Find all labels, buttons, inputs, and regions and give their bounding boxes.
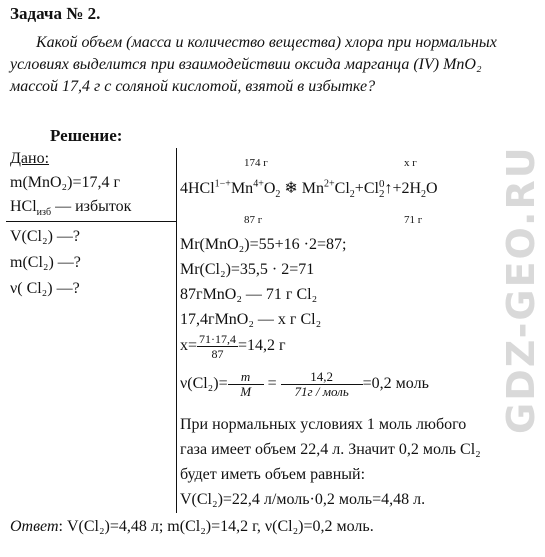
calc-nu-prefix: ν(Cl₂)= xyxy=(180,375,228,393)
answer-text: : V(Cl₂)=4,48 л; m(Cl₂)=14,2 г, ν(Cl₂)=0,2 моль. xyxy=(58,518,374,535)
task-title: Задача № 2. xyxy=(10,4,101,23)
given-hcl-sub: изб xyxy=(36,207,52,219)
eq-o-end: O xyxy=(426,180,438,197)
eq-charge2: 4+ xyxy=(253,178,264,190)
eq-above-left: 174 г xyxy=(244,157,268,169)
given-divider xyxy=(6,221,177,222)
calc-nu-num2: 14,2 xyxy=(281,370,363,385)
calc-x-prefix: x= xyxy=(180,337,198,355)
vertical-divider xyxy=(176,148,177,513)
find-mass: m(Cl₂) —? xyxy=(10,254,81,271)
reaction-equation xyxy=(180,178,438,200)
calc-nu-num1: m xyxy=(228,370,264,385)
calc-nu-frac2 xyxy=(281,370,363,399)
calc-x xyxy=(180,332,286,361)
given-hcl xyxy=(10,198,131,218)
problem-statement: Какой объем (масса и количество вещества) хлора при нормальных условиях выделится при взаимодействии оксида марганца (IV) MnO₂ массой 17,4 г с соляной кислотой, взятой в избытке? xyxy=(10,34,497,95)
given-hcl-rest: — избыток xyxy=(51,198,132,215)
solution-heading: Решение: xyxy=(50,126,123,145)
eq-mn: Mn xyxy=(230,180,254,197)
answer-line xyxy=(10,518,374,536)
eq-mn2: Mn xyxy=(301,180,325,197)
calc-x-num: 71·17,4 xyxy=(199,332,237,346)
given-mass: m(MnO₂)=17,4 г xyxy=(10,174,121,191)
eq-below-right: 71 г xyxy=(404,214,423,226)
calc-x-fraction xyxy=(197,332,238,361)
calc-proportion-2: 17,4гMnO₂ — x г Cl₂ xyxy=(180,311,322,328)
text-line-1: При нормальных условиях 1 моль любого xyxy=(180,416,467,433)
eq-o-sub: 2 xyxy=(275,189,281,201)
calc-nu-eq: = xyxy=(263,375,281,393)
watermark: GDZ-GEO.RU xyxy=(499,145,543,435)
eq-cl2: Cl xyxy=(334,180,350,197)
eq-plus: + xyxy=(354,180,364,197)
eq-below-left: 87 г xyxy=(244,214,263,226)
calc-nu-den2: 71г / моль xyxy=(294,384,349,399)
eq-cl2-sub: 2 xyxy=(349,189,355,201)
calc-nu-frac1 xyxy=(228,370,264,399)
calc-x-den: 87 xyxy=(211,347,224,361)
calc-mr-cl2: Mr(Cl₂)=35,5 · 2=71 xyxy=(180,261,315,278)
eq-charge3: 2+ xyxy=(324,178,335,190)
find-volume: V(Cl₂) —? xyxy=(10,228,81,245)
eq-h2o-sub: 2 xyxy=(421,189,427,201)
eq-o: O xyxy=(263,180,276,197)
calc-nu-den1: M xyxy=(240,384,252,399)
calc-volume: V(Cl₂)=22,4 л/моль·0,2 моль=4,48 л. xyxy=(180,491,426,508)
eq-charge1: 1−+ xyxy=(214,178,231,190)
given-label-text: Дано: xyxy=(10,150,50,167)
given-label xyxy=(10,150,49,168)
calc-mr-mno2: Mr(MnO₂)=55+16 ·2=87; xyxy=(180,236,347,253)
eq-arrow-icon: ❄ xyxy=(284,180,298,197)
eq-rest: ↑+2H xyxy=(384,180,422,197)
eq-cl0: Cl xyxy=(363,180,379,197)
find-amount: ν( Cl₂) —? xyxy=(10,280,80,297)
eq-hcl: 4HCl xyxy=(180,180,215,197)
eq-cl0-sub: 2 xyxy=(378,188,385,201)
eq-cl0-sup: 0 xyxy=(378,178,385,191)
given-hcl-formula: HCl xyxy=(10,198,37,215)
calc-x-result: =14,2 г xyxy=(238,337,286,355)
calc-nu-result: =0,2 моль xyxy=(362,375,429,393)
calc-amount xyxy=(180,370,429,399)
answer-label: Ответ xyxy=(10,518,59,535)
text-line-2: газа имеет объем 22,4 л. Значит 0,2 моль Cl₂ xyxy=(180,441,481,458)
eq-above-right: x г xyxy=(404,157,417,169)
calc-proportion-1: 87гMnO₂ — 71 г Cl₂ xyxy=(180,286,318,303)
text-line-3: будет иметь объем равный: xyxy=(180,466,366,483)
